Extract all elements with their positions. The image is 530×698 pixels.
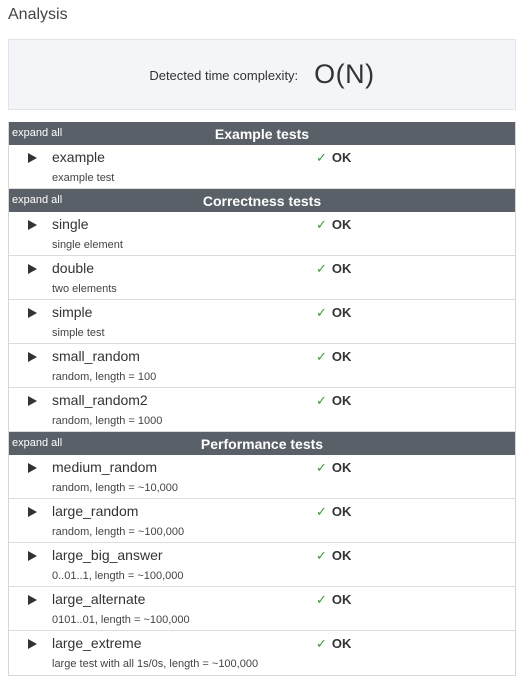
test-name: large_extreme <box>52 635 142 651</box>
result-text: OK <box>331 460 352 475</box>
check-icon: ✓ <box>316 217 327 232</box>
test-row[interactable] <box>9 256 515 300</box>
test-description: single element <box>52 239 123 251</box>
group-header-performance <box>9 432 515 455</box>
expand-arrow-icon[interactable] <box>28 595 37 605</box>
test-name: double <box>52 260 95 276</box>
check-icon: ✓ <box>316 636 327 651</box>
test-description: large test with all 1s/0s, length = ~100,000 <box>52 658 259 670</box>
test-row[interactable] <box>9 455 515 499</box>
expand-arrow-icon[interactable] <box>28 551 37 561</box>
expand-arrow-icon[interactable] <box>28 153 37 163</box>
test-name: large_random <box>52 503 139 519</box>
group-header-example <box>9 122 515 145</box>
check-icon: ✓ <box>316 460 327 475</box>
check-icon: ✓ <box>316 305 327 320</box>
test-name: small_random2 <box>52 392 148 408</box>
result-text: OK <box>331 636 352 651</box>
test-result <box>316 150 351 166</box>
test-result <box>316 305 351 321</box>
expand-arrow-icon[interactable] <box>28 220 37 230</box>
expand-arrow-icon[interactable] <box>28 264 37 274</box>
result-text: OK <box>331 504 352 519</box>
test-result <box>316 393 351 409</box>
test-description: random, length = ~10,000 <box>52 482 178 494</box>
expand-all-button[interactable]: expand all <box>12 127 63 139</box>
test-result <box>316 261 351 277</box>
result-text: OK <box>331 217 352 232</box>
complexity-value: O(N) <box>314 59 375 89</box>
test-result <box>316 592 351 608</box>
test-row[interactable] <box>9 344 515 388</box>
test-description: 0..01..1, length = ~100,000 <box>52 570 184 582</box>
complexity-label: Detected time complexity: <box>149 68 299 83</box>
test-result <box>316 349 351 365</box>
test-row[interactable] <box>9 300 515 344</box>
test-results <box>8 122 516 676</box>
test-row[interactable] <box>9 543 515 587</box>
result-text: OK <box>331 548 352 563</box>
test-description: two elements <box>52 283 117 295</box>
complexity-panel <box>8 39 516 110</box>
result-text: OK <box>331 393 352 408</box>
test-result <box>316 504 351 520</box>
expand-arrow-icon[interactable] <box>28 396 37 406</box>
test-name: large_alternate <box>52 591 146 607</box>
test-result <box>316 548 351 564</box>
result-text: OK <box>331 261 352 276</box>
test-row[interactable] <box>9 631 515 675</box>
test-row[interactable] <box>9 499 515 543</box>
expand-arrow-icon[interactable] <box>28 507 37 517</box>
check-icon: ✓ <box>316 504 327 519</box>
group-title: Correctness tests <box>202 192 322 209</box>
test-description: example test <box>52 172 115 184</box>
test-row[interactable] <box>9 388 515 432</box>
test-description: random, length = ~100,000 <box>52 526 185 538</box>
test-name: large_big_answer <box>52 547 163 563</box>
test-description: random, length = 100 <box>52 371 157 383</box>
group-title: Example tests <box>214 125 310 142</box>
check-icon: ✓ <box>316 349 327 364</box>
test-result <box>316 217 351 233</box>
test-result <box>316 636 351 652</box>
test-description: random, length = 1000 <box>52 415 163 427</box>
test-name: small_random <box>52 348 140 364</box>
test-name: simple <box>52 304 93 320</box>
result-text: OK <box>331 150 352 165</box>
result-text: OK <box>331 592 352 607</box>
test-description: simple test <box>52 327 105 339</box>
check-icon: ✓ <box>316 393 327 408</box>
test-row[interactable] <box>9 587 515 631</box>
check-icon: ✓ <box>316 150 327 165</box>
check-icon: ✓ <box>316 548 327 563</box>
expand-arrow-icon[interactable] <box>28 352 37 362</box>
group-header-correctness <box>9 189 515 212</box>
expand-all-button[interactable]: expand all <box>12 437 63 449</box>
test-result <box>316 460 351 476</box>
expand-arrow-icon[interactable] <box>28 308 37 318</box>
result-text: OK <box>331 349 352 364</box>
expand-arrow-icon[interactable] <box>28 639 37 649</box>
test-description: 0101..01, length = ~100,000 <box>52 614 190 626</box>
group-title: Performance tests <box>200 435 324 452</box>
test-name: example <box>52 149 105 165</box>
test-row[interactable] <box>9 212 515 256</box>
test-name: medium_random <box>52 459 158 475</box>
check-icon: ✓ <box>316 592 327 607</box>
test-row[interactable] <box>9 145 515 189</box>
page-title: Analysis <box>8 6 68 23</box>
test-name: single <box>52 216 89 232</box>
expand-arrow-icon[interactable] <box>28 463 37 473</box>
result-text: OK <box>331 305 352 320</box>
check-icon: ✓ <box>316 261 327 276</box>
expand-all-button[interactable]: expand all <box>12 194 63 206</box>
